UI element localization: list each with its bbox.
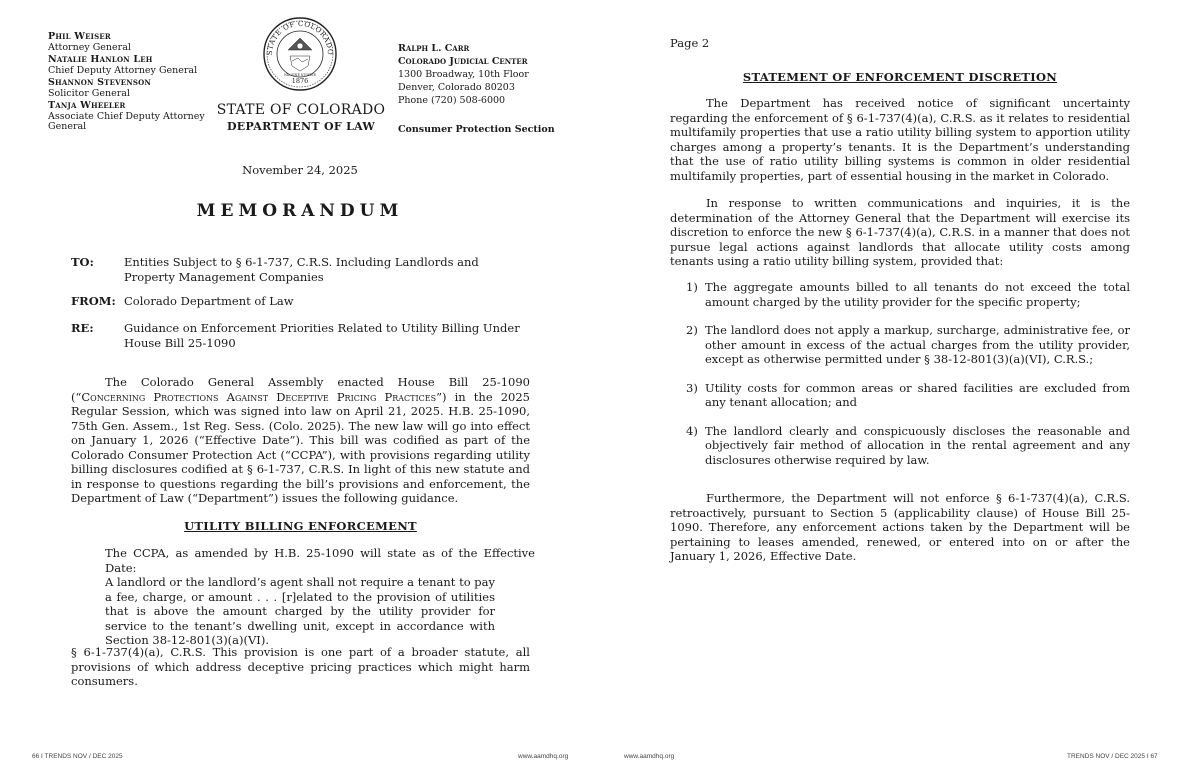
discretion-paragraph-1: The Department has received notice of significant uncertainty regarding the enforcement of § 6-1-737(4)(a), C.R.S. as it relates to residential multifamily properties that use a ratio utility billing system to apportion utility charges among a property’s tenants. It is the Department’s understanding that the use of ratio utility billing systems is common in older residential multifamily properties, part of essential housing in the market in Colorado. bbox=[670, 96, 1130, 183]
list-text: Utility costs for common areas or shared facilities are excluded from any tenant allocation; and bbox=[705, 380, 1130, 409]
section-heading: UTILITY BILLING ENFORCEMENT bbox=[184, 519, 417, 533]
to-value: Entities Subject to § 6-1-737, C.R.S. Including Landlords and Property Management Companies bbox=[124, 255, 479, 284]
list-item bbox=[686, 280, 1130, 309]
intro-paragraph bbox=[71, 375, 530, 506]
staff-list bbox=[48, 32, 218, 135]
list-number: 1) bbox=[686, 280, 698, 294]
retroactivity-paragraph: Furthermore, the Department will not enforce § 6-1-737(4)(a), C.R.S. retroactively, pursuant to Section 5 (applicability clause) of House Bill 25-1090. Therefore, any enforcement actions taken by the Department will be pertaining to leases amended, renewed, or entered into on or after the January 1, 2026, Effective Date. bbox=[670, 491, 1130, 563]
memo-title: MEMORANDUM bbox=[196, 201, 404, 221]
page-label: Page 2 bbox=[670, 36, 710, 50]
staff-title: Chief Deputy Attorney General bbox=[48, 64, 198, 76]
intro-before: The Colorado General Assembly enacted House Bill 25-1090 (“ bbox=[71, 375, 530, 404]
from-row bbox=[71, 294, 531, 309]
staff-name: Natalie Hanlon Leh bbox=[48, 54, 153, 65]
bill-title: Concerning Protections Against Deceptive Pricing Practices bbox=[81, 389, 437, 404]
svg-text:1876: 1876 bbox=[291, 77, 309, 85]
footer-url: www.aamdhq.org bbox=[624, 753, 675, 760]
staff-title: Associate Chief Deputy Attorney General bbox=[48, 110, 205, 132]
department-title: DEPARTMENT OF LAW bbox=[226, 120, 376, 133]
list-text: The aggregate amounts billed to all tenants do not exceed the total amount charged by the utility provider for the specific property; bbox=[705, 280, 1130, 309]
svg-text:STATE OF COLORADO: STATE OF COLORADO bbox=[265, 19, 335, 56]
address-block bbox=[398, 42, 588, 107]
intro-after: ”) in the 2025 Regular Session, which was signed into law on April 21, 2025. H.B. 25-1090, 75th Gen. Assem., 1st Reg. Sess. (Colo. 2025). The new law will go into effect on January 1, 2026 (“Effective Date”). This bill was codified as part of the Colorado Consumer Protection Act (“CCPA”), with provisions regarding utility billing disclosures codified at § 6-1-737, C.R.S. In light of this new statute and in response to questions regarding the bill’s provisions and enforcement, the Department of Law (“Department”) issues the following guidance. bbox=[71, 389, 530, 505]
from-label: FROM: bbox=[71, 294, 116, 308]
address-street: 1300 Broadway, 10th Floor bbox=[398, 69, 529, 80]
staff-name: Shannon Stevenson bbox=[48, 77, 152, 88]
list-item bbox=[686, 323, 1130, 367]
staff-name: Phil Weiser bbox=[48, 31, 111, 42]
staff-member bbox=[48, 32, 218, 53]
colorado-state-seal bbox=[262, 16, 338, 92]
section-name: Consumer Protection Section bbox=[398, 124, 555, 135]
right-page bbox=[600, 0, 1200, 776]
footer-left: 66 I TRENDS NOV / DEC 2025 bbox=[32, 753, 123, 760]
re-label: RE: bbox=[71, 321, 94, 335]
footer-url: www.aamdhq.org bbox=[518, 753, 569, 760]
staff-name: Tanja Wheeler bbox=[48, 100, 126, 111]
statute-quote: A landlord or the landlord’s agent shall not require a tenant to pay a fee, charge, or amount . . . [r]elated to the provision of utilities that is above the amount charged by the utility provider for service to the tenant’s dwelling unit, except in accordance with Section 38-12-801(3)(a)(VI). bbox=[105, 575, 495, 647]
state-title: STATE OF COLORADO bbox=[216, 102, 386, 118]
list-text: The landlord clearly and conspicuously discloses the reasonable and objectively fair method of allocation in the rental agreement and any disclosures otherwise required by law. bbox=[705, 423, 1130, 467]
staff-member bbox=[48, 55, 218, 76]
citation-paragraph: § 6-1-737(4)(a), C.R.S. This provision is one part of a broader statute, all provisions of which address deceptive pricing practices which might harm consumers. bbox=[71, 645, 530, 688]
address-phone: Phone (720) 508-6000 bbox=[398, 95, 506, 106]
conditions-list bbox=[686, 280, 1130, 467]
list-number: 4) bbox=[686, 423, 698, 438]
to-label: TO: bbox=[71, 255, 94, 269]
re-row bbox=[71, 321, 531, 350]
re-value: Guidance on Enforcement Priorities Related to Utility Billing Under House Bill 25-1090 bbox=[124, 321, 520, 350]
staff-member bbox=[48, 78, 218, 99]
enforcement-heading: STATEMENT OF ENFORCEMENT DISCRETION bbox=[742, 70, 1058, 84]
staff-title: Solicitor General bbox=[48, 87, 130, 99]
list-item bbox=[686, 381, 1130, 410]
to-row bbox=[71, 255, 531, 284]
list-number: 2) bbox=[686, 323, 698, 337]
list-text: The landlord does not apply a markup, surcharge, administrative fee, or other amount in excess of the actual charges from the utility provider, except as otherwise permitted under § 38-12-801(3)(a)(VI), C.R.S.; bbox=[705, 323, 1130, 366]
address-city: Denver, Colorado 80203 bbox=[398, 82, 515, 93]
address-center: Colorado Judicial Center bbox=[398, 56, 528, 67]
staff-member bbox=[48, 101, 218, 133]
footer-right: TRENDS NOV / DEC 2025 I 67 bbox=[1067, 753, 1158, 760]
staff-title: Attorney General bbox=[48, 41, 131, 53]
discretion-paragraph-2: In response to written communications and inquiries, it is the determination of the Attorney General that the Department will exercise its discretion to enforce the new § 6-1-737(4)(a), C.R.S. in a manner that does not pursue legal actions against landlords that allocate utility costs among tenants using a ratio utility billing system, provided that: bbox=[670, 196, 1130, 268]
ccpa-intro: The CCPA, as amended by H.B. 25-1090 will state as of the Effective Date: bbox=[105, 546, 535, 575]
list-item bbox=[686, 424, 1130, 468]
from-value: Colorado Department of Law bbox=[124, 294, 294, 308]
svg-text:NIL SINE NUMINE: NIL SINE NUMINE bbox=[284, 73, 316, 77]
address-building: Ralph L. Carr bbox=[398, 43, 470, 54]
list-number: 3) bbox=[686, 380, 698, 395]
memo-date: November 24, 2025 bbox=[242, 163, 358, 177]
